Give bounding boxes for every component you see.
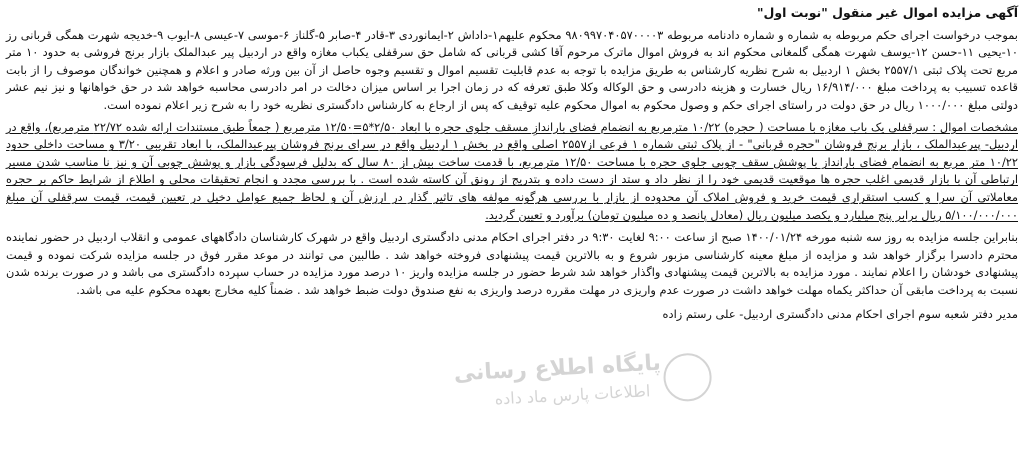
auction-details-paragraph: بنابراین جلسه مزایده به روز سه شنبه مورخه ۱۴۰۰/۰۱/۲۴ صبح از ساعت ۹:۰۰ لغایت ۹:۳۰ در دفتر اجرای احکام مدنی دادگستری اردبیل واقع در شهرک کارشناسان دادگاههای عمومی و انقلاب اردبیل در حضور نماینده محترم دادسرا برگزار خواهد شد و مزایده از مبلغ معینه کارشناسی مزبور شروع و به بالاترین قیمت پیشنهادی فروخته خواهد شد . طالبین می توانند در موعد مقرر فوق در جلسه مزایده شرکت نموده و قیمت پیشنهادی خودشان را اعلام نمایند . مورد مزایده به بالاترین قیمت پیشنهادی واگذار خواهد شد شرط حضور در جلسه مزایده واریز ۱۰ درصد مورد مزایده در حساب سپرده دادگستری می باشد و در صورت برنده شدن نسبت به پرداخت مابقی آن حداکثر یکماه مهلت خواهد داشت در صورت عدم واریزی در مهلت مقرره درصد واریزی به نفع صندوق دولت ضبط خواهد شد . ضمناً کلیه مخارج بعهده محکوم علیه می باشد.	[6, 230, 1018, 297]
auction-notice	[6, 4, 1018, 462]
watermark-text-line2: اطلاعات پارس ماد داده	[494, 381, 651, 409]
notice-title: آگهی مزایده اموال غیر منقول "نوبت اول"	[757, 5, 1018, 20]
notice-signature: مدیر دفتر شعبه سوم اجرای احکام مدنی دادگستری اردبیل- علی رستم زاده	[662, 306, 1018, 321]
watermark-text-line1: پایگاه اطلاع رسانی	[453, 350, 662, 387]
property-specifications-paragraph: مشخصات اموال : سرقفلی یک باب مغازه با مساحت ( حجره) ۱۰/۲۲ مترمربع به انضمام فضای باراندازِ مسقف جلوی حجره با ابعاد ۲/۵۰*۵=۱۲/۵۰ مترمربع ( جمعاً طبق مستندات ارائه شده ۲۲/۷۲ مترمربع)، واقع در اردبیل- پیرعبدالملک ، بازار برنج فروشان "حجره قربانی" - از پلاک ثبتی شماره ۱ فرعی از۲۵۵۷ اصلی واقع در بخش ۱ اردبیل واقع در سرای برنج فروشان پیرعبدالملک، با ابعاد تقریبی ۳/۲۰ و مساحت داخلی حدود ۱۰/۲۲ متر مربع به انضمام فضای بارانداز با پوشش سقف چوبی جلوی حجره با مساحت ۱۲/۵۰ مترمربع، با قدمت ساخت بیش از ۸۰ سال که بدلیل فرسودگی بازار و پوشش چوبی آن و نیز نا مناسب شدن مسیر ارتباطی آن با بازار قدیمی اغلب حجره ها موقعیت قدیمی خود را از نظر داد و ستد از دست داده و بتدریج از رونق آن کاسته شده است . با بررسی مجدد و انجام تحقیقات محلی و اطلاع از شرایط حاکم بر حجره معاملاتی آن سرا و کسب استقراری قیمت خرید و فروش املاک آن محدوده از بازار با بررسی هرگونه مولفه های تاثیر گذار در ارزش آن و لحاظ جمیع عوامل دخیل در تعیین قیمت، قیمت سرقفلی آن مبلغ ۵/۱۰۰/۰۰۰/۰۰۰ ریال برابر پنج میلیارد و یکصد میلیون ریال (معادل پانصد و ده میلیون تومان) برآورد و تعیین گردید.	[6, 119, 1019, 222]
notice-intro-paragraph: بموجب درخواست اجرای حکم مربوطه به شماره و شماره دادنامه مربوطه ۹۸۰۹۹۷۰۴۰۵۷۰۰۰۰۳ محکوم علیهم۱-داداش ۲-ایمانوردی ۳-قادر ۴-صابر ۵-گلناز ۶-موسی ۷-عیسی ۸-ایوب ۹-خدیجه شهرت همگی قربانی رز ۱۰-یحیی ۱۱-حسن ۱۲-یوسف شهرت همگی گلمغانی محکوم اند به فروش اموال ماترک مرحوم آقا کشی قربانی که شامل حق سرقفلی یکباب مغازه واقع در اردبیل پیر عبدالملک بازار برنج فروشی به حدود ۱۰ متر مربع تحت پلاک ثبتی ۲۵۵۷/۱ بخش ۱ اردبیل به شرح نظریه کارشناس به طریق مزایده با توجه به عدم قابلیت تقسیم اموال و تقسیم وجوه حاصل از آن بین ورثه صادر و اعلام و همچنین خواندگان موصوف را از بابت قاعده تسبیب به پرداخت مبلغ ۱۶/۹۱۴/۰۰۰ ریال خسارت و هزینه دادرسی و حق الوکاله وکلا طبق تعرفه که در زمان اجرا بر اساس میزان دخالت در امر دادرسی محاسبه خواهد شد در حق خواهانها و نیز نیم عشر دولتی مبلغ ۱۰۰۰/۰۰۰ ریال در حق دولت در راستای اجرای حکم و وصول محکوم به اموال محکوم علیه توقیف که پس از ارجاع به کارشناس دادگستری نظریه خود را به شرح زیر اعلام نموده است.	[6, 27, 1018, 112]
